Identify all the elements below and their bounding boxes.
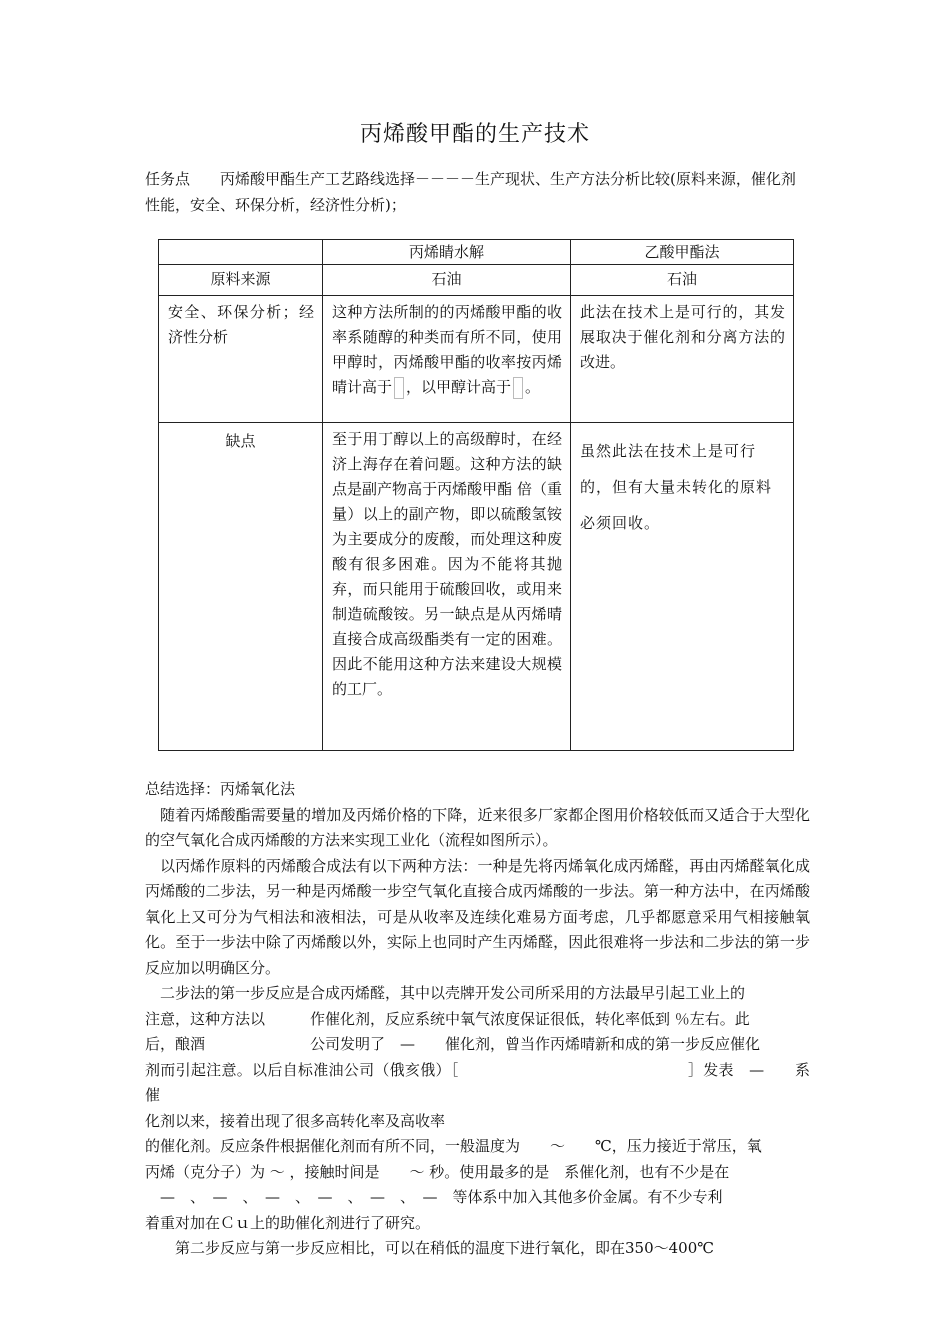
row-label: 安全、环保分析；经济性分析 [168,303,314,346]
paragraph: 以丙烯作原料的丙烯酸合成法有以下两种方法：一种是先将丙烯氧化成丙烯醛，再由丙烯醛氧化成丙烯酸的二步法，另一种是丙烯酸一步空气氧化直接合成丙烯酸的一步法。第一种方法中，在丙烯酸氧化上又可分为气相法和液相法，可是从收率及连续化难易方面考虑，几乎都愿意采用气相接触氧化。至于一步法中除了丙烯酸以外，实际上也同时产生丙烯醛，因此很难将一步法和二步法的第一步反应加以明确区分。 [145,856,810,977]
comparison-table [158,239,794,751]
task-label: 任务点 [145,170,191,188]
blank-box [513,377,523,399]
table-row [159,265,794,296]
cell-text: 至于用丁醇以上的高级醇时，在经济上海存在着问题。这种方法的缺点是副产物高于丙烯酸甲酯 倍（重量）以上的副产物，即以硫酸氢铵为主要成分的废酸，而处理这种废酸有很多困难。因为不能将其抛弃，而只能用于硫酸回收，或用来制造硫酸铵。另一缺点是从丙烯晴直接合成高级酯类有一定的困难。因此不能用这种方法来建设大规模的工厂。 [332,430,562,698]
task-text: 丙烯酸甲酯生产工艺路线选择－－－－生产现状、生产方法分析比较(原料来源，催化剂性能，安全、环保分析，经济性分析)； [145,170,796,214]
paragraph-line: 二步法的第一步反应是合成丙烯醛，其中以壳牌开发公司所采用的方法最早引起工业上的 [160,984,746,1002]
task-paragraph [145,166,810,218]
cell-text-part: 这种方法所制的的丙烯酸甲酯的收率系随醇的种类而有所不同，使用甲醇时，丙烯酸甲酯的收率按丙烯晴计高于 [332,303,562,396]
table-cell [323,423,571,751]
row-label: 原料来源 [159,265,323,296]
table-cell [571,423,794,751]
paragraph-line: — 、 — 、 — 、 — 、 — 、 — 等体系中加入其他多价金属。有不少专利 [145,1188,723,1206]
cell-text [323,296,570,400]
table-header-row [159,240,794,265]
row-label-cell [159,423,323,751]
paragraph-line: 注意，这种方法以 作催化剂，反应系统中氧气浓度保证很低，转化率低到 ％左右。此 [145,1009,750,1028]
cell-text: 虽然此法在技术上是可行的，但有大量未转化的原料必须回收。 [580,442,773,532]
paragraph-line: 着重对加在Ｃｕ上的助催化剂进行了研究。 [145,1213,431,1232]
cell-text-part: 。 [525,378,541,396]
row-label-cell [159,296,323,423]
table-cell: 石油 [571,265,794,296]
paragraph: 第二步反应与第一步反应相比，可以在稍低的温度下进行氧化，即在350～400℃ [175,1239,715,1257]
table-header-cell [159,240,323,265]
cell-text: 此法在技术上是可行的，其发展取决于催化剂和分离方法的改进。 [580,303,785,371]
paragraph-line: 化剂以来，接着出现了很多高转化率及高收率 [145,1111,446,1130]
row-label: 缺点 [225,432,256,450]
summary-section [145,777,810,1262]
table-row [159,423,794,751]
paragraph-line: 剂而引起注意。以后自标准油公司（俄亥俄）［ ］发表 — 系催 [145,1060,810,1104]
cell-text-part: ，以甲醇计高于 [406,378,512,396]
summary-heading: 总结选择：丙烯氧化法 [145,780,296,798]
table-row [159,296,794,423]
table-cell [571,296,794,423]
paragraph: 随着丙烯酸酯需要量的增加及丙烯价格的下降，近来很多厂家都企图用价格较低而又适合于大型化的空气氧化合成丙烯酸的方法来实现工业化（流程如图所示）。 [145,805,810,849]
table-header-cell: 丙烯睛水解 [323,240,571,265]
blank-box [394,377,404,399]
paragraph-line: 的催化剂。反应条件根据催化剂而有所不同，一般温度为 ～ ℃，压力接近于常压，氧 [145,1137,762,1155]
paragraph-line: 后，酿酒 公司发明了 — 催化剂，曾当作丙烯晴新和成的第一步反应催化 [145,1035,761,1053]
table-cell [323,296,571,423]
table-header-cell: 乙酸甲酯法 [571,240,794,265]
paragraph-line: 丙烯（克分子）为 ～ ，接触时间是 ～ 秒。使用最多的是 系催化剂，也有不少是在 [145,1162,730,1181]
page-title: 丙烯酸甲酯的生产技术 [359,122,590,147]
table-cell: 石油 [323,265,571,296]
